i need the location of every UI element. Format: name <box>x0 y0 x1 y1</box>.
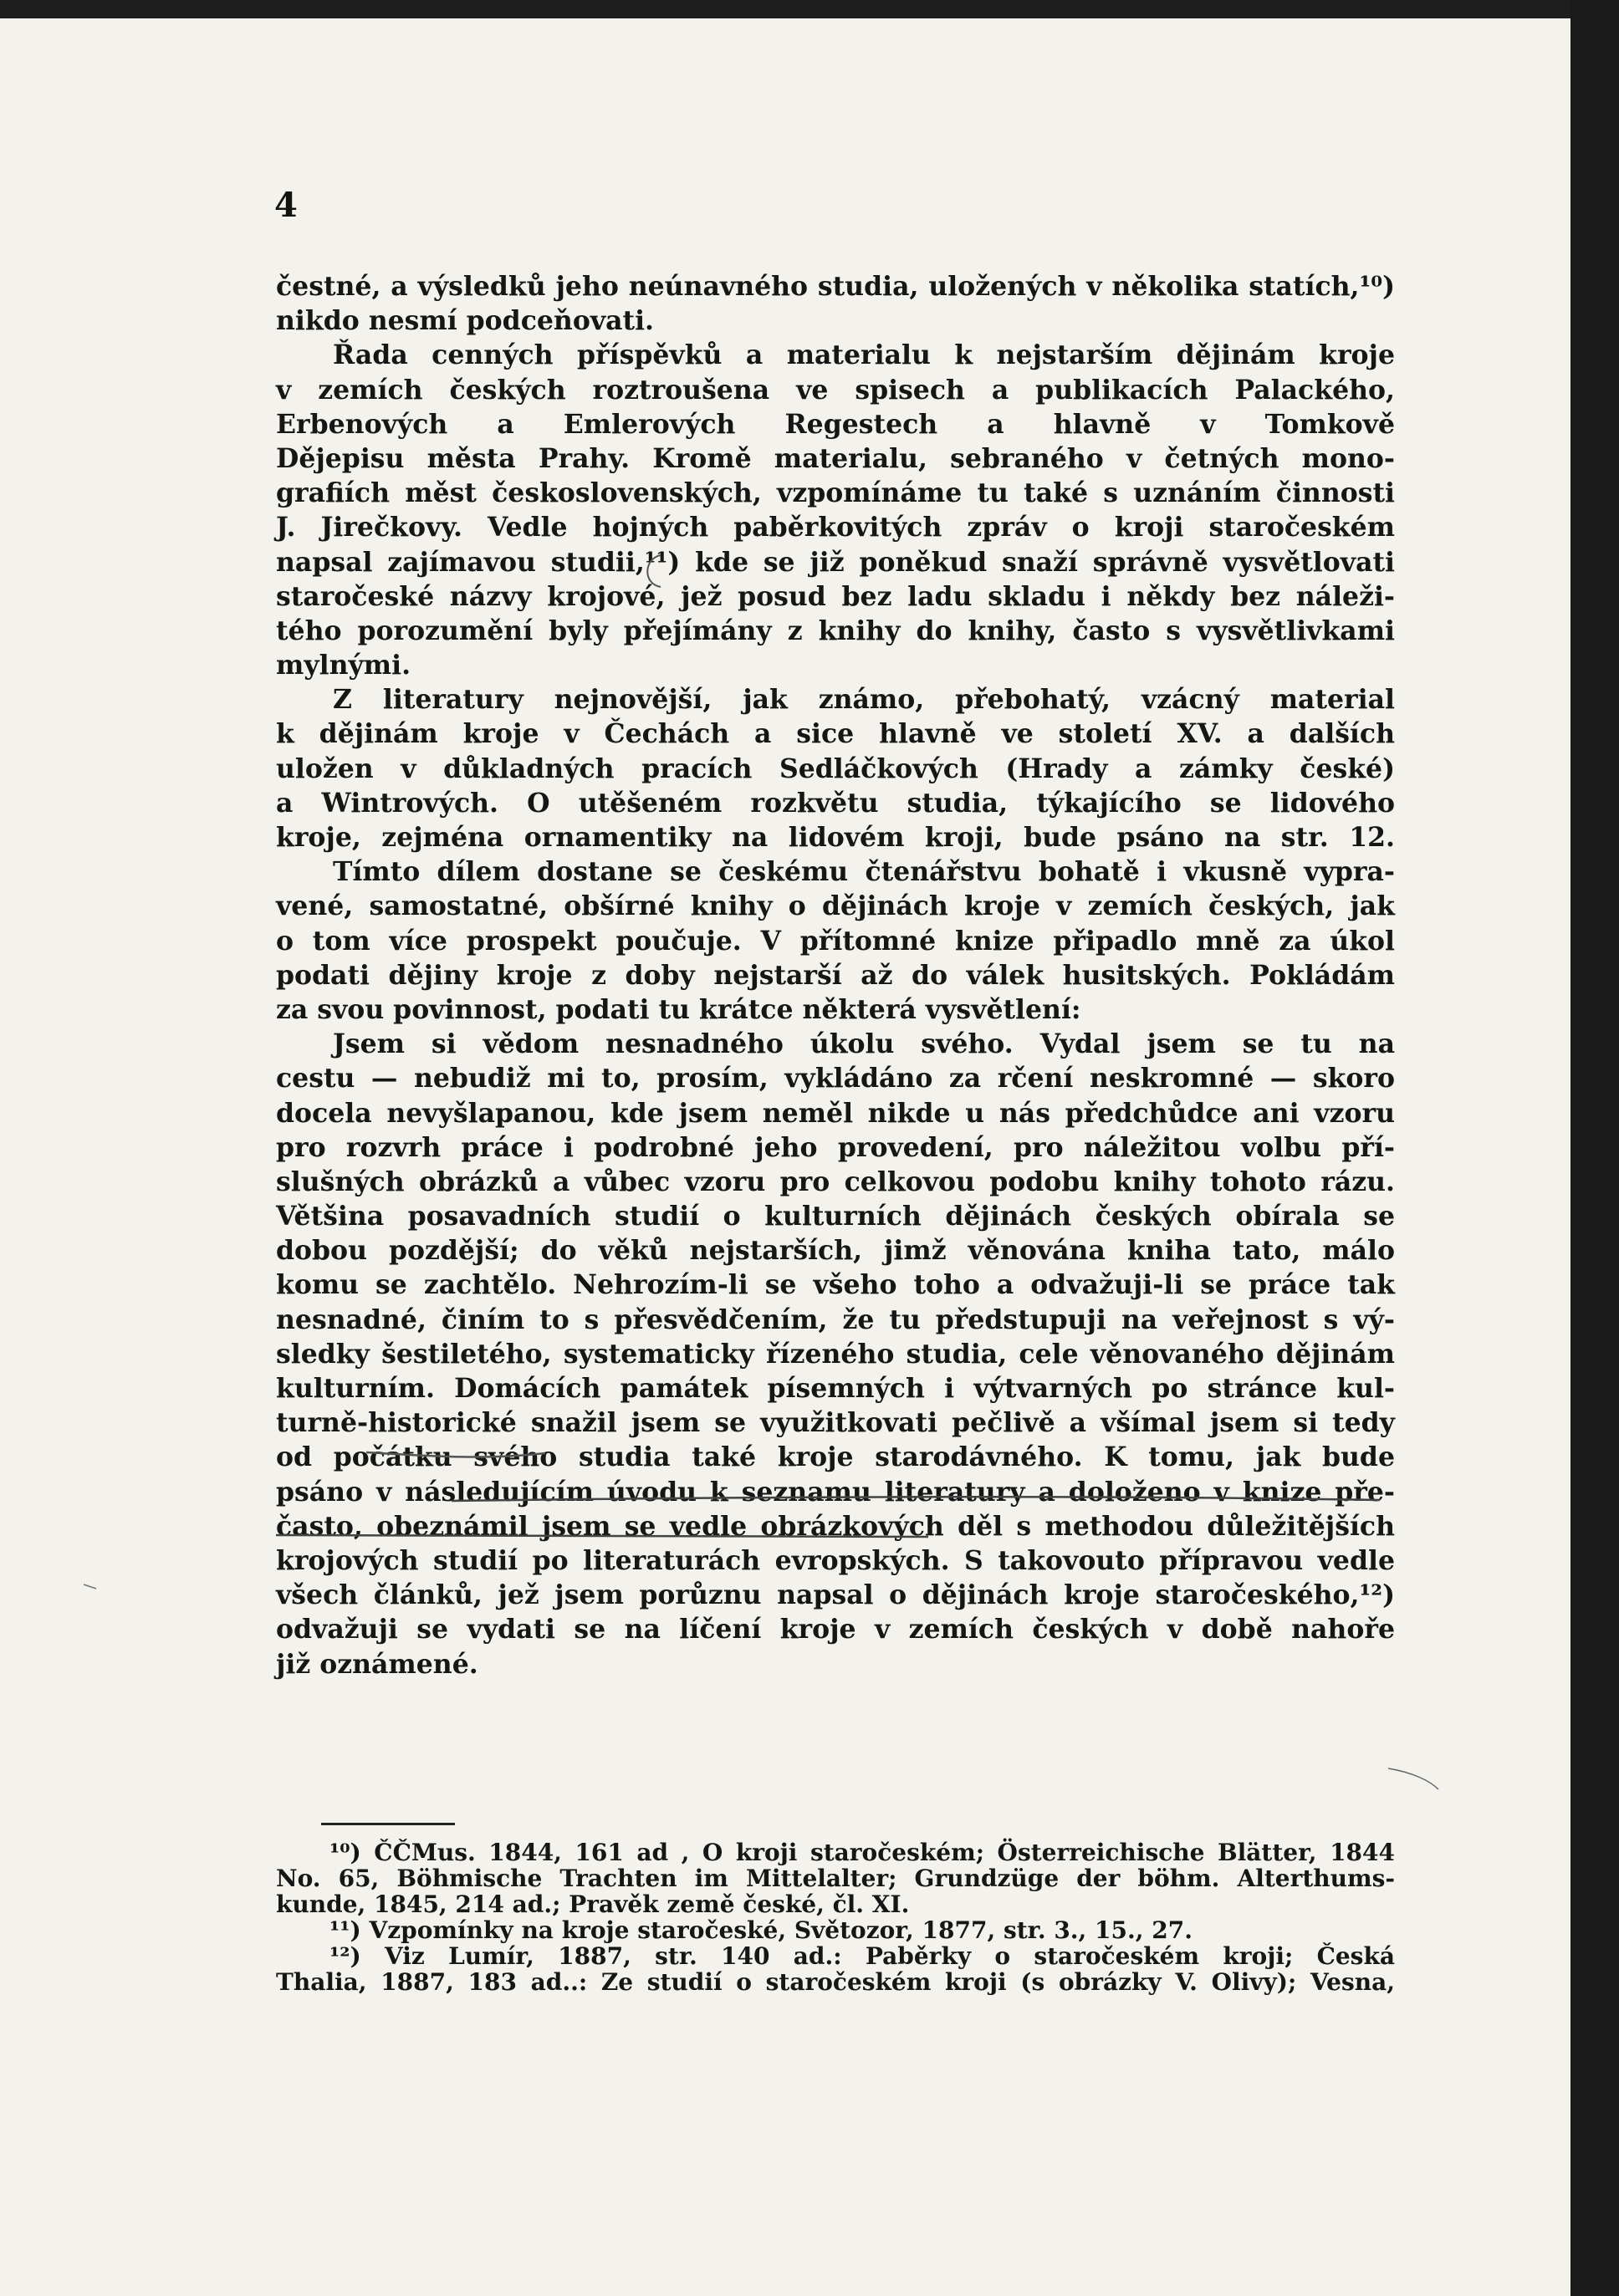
text-line: dobou pozdější; do věků nejstarších, jimž věnována kniha tato, málo <box>276 1235 1395 1267</box>
text-line: turně-historické snažil jsem se využitkovati pečlivě a všímal jsem si tedy <box>276 1407 1395 1439</box>
text-line: k dějinám kroje v Čechách a sice hlavně ve století XV. a dalších <box>276 718 1395 750</box>
text-line: nikdo nesmí podceňovati. <box>276 305 655 337</box>
page-number: 4 <box>274 186 298 225</box>
text-line: všech článků, jež jsem porůznu napsal o dějinách kroje staročeského,¹²) <box>276 1579 1395 1611</box>
text-line: Jsem si vědom nesnadného úkolu svého. Vydal jsem se tu na <box>333 1028 1395 1060</box>
text-line: Erbenových a Emlerových Regestech a hlavně v Tomkově <box>276 408 1395 440</box>
text-line: kroje, zejména ornamentiky na lidovém kroji, bude psáno na str. 12. <box>276 822 1395 853</box>
text-line: Dějepisu města Prahy. Kromě materialu, sebraného v četných mono- <box>276 442 1395 474</box>
text-line: kulturním. Domácích památek písemných i výtvarných po stránce kul- <box>276 1373 1395 1404</box>
scan-right-edge <box>1570 0 1619 2296</box>
footnotes <box>276 1839 1395 1995</box>
footnote-line: Thalia, 1887, 183 ad..: Ze studií o staročeském kroji (s obrázky V. Olivy); Vesna, <box>276 1968 1395 1996</box>
scan-top-edge <box>0 0 1570 18</box>
text-line: Tímto dílem dostane se českému čtenářstvu bohatě i vkusně vypra- <box>333 856 1395 888</box>
text-line: o tom více prospekt poučuje. V přítomné knize připadlo mně za úkol <box>276 925 1395 957</box>
text-line: v zemích českých roztroušena ve spisech a publikacích Palackého, <box>276 374 1395 406</box>
text-line: J. Jirečkovy. Vedle hojných paběrkovitých zpráv o kroji staročeském <box>276 512 1395 543</box>
pencil-mark <box>84 1584 96 1589</box>
text-line: slušných obrázků a vůbec vzoru pro celkovou podobu knihy tohoto rázu. <box>276 1166 1395 1197</box>
text-line: staročeské názvy krojové, jež posud bez ladu skladu i někdy bez náleži- <box>276 580 1395 612</box>
footnote-line: ¹²) Viz Lumír, 1887, str. 140 ad.: Paběrky o staročeském kroji; Česká <box>329 1942 1395 1970</box>
text-line: za svou povinnost, podati tu krátce některá vysvětlení: <box>276 993 1081 1025</box>
text-line: často, obeznámil jsem se vedle obrázkových děl s methodou důležitějších <box>276 1510 1395 1542</box>
text-line: odvažuji se vydati se na líčení kroje v zemích českých v době nahoře <box>276 1614 1395 1645</box>
footnote-line: kunde, 1845, 214 ad.; Pravěk země české, čl. XI. <box>276 1890 910 1918</box>
text-line: tého porozumění byly přejímány z knihy do knihy, často s vysvětlivkami <box>276 615 1395 646</box>
text-line: pro rozvrh práce i podrobné jeho provedení, pro náležitou volbu pří- <box>276 1131 1395 1163</box>
body-text <box>276 269 1395 1681</box>
text-line: od počátku svého studia také kroje starodávného. K tomu, jak bude <box>276 1441 1395 1473</box>
text-line: krojových studií po literaturách evropských. S takovouto přípravou vedle <box>276 1544 1395 1576</box>
text-line: mylnými. <box>276 650 411 681</box>
text-line: podati dějiny kroje z doby nejstarší až do válek husitských. Pokládám <box>276 959 1395 991</box>
text-line: psáno v následujícím úvodu k seznamu literatury a doloženo v knize pře- <box>276 1476 1395 1508</box>
footnote-line: ¹⁰) ČČMus. 1844, 161 ad , O kroji staročeském; Österreichische Blätter, 1844 <box>329 1839 1395 1866</box>
text-line: Většina posavadních studií o kulturních dějinách českých obírala se <box>276 1201 1395 1232</box>
text-line: napsal zajímavou studii,¹¹) kde se již poněkud snaží správně vysvětlovati <box>276 546 1395 578</box>
text-line: sledky šestiletého, systematicky řízeného studia, cele věnovaného dějinám <box>276 1338 1395 1370</box>
text-line: grafiích měst československých, vzpomínáme tu také s uznáním činnosti <box>276 477 1395 509</box>
text-line: Řada cenných příspěvků a materialu k nejstarším dějinám kroje <box>333 339 1395 371</box>
pencil-mark <box>1388 1768 1438 1789</box>
text-line: a Wintrových. O utěšeném rozkvětu studia, týkajícího se lidového <box>276 787 1395 819</box>
footnote-divider <box>321 1823 455 1825</box>
text-line: cestu — nebudiž mi to, prosím, vykládáno za rčení neskromné — skoro <box>276 1063 1395 1094</box>
footnote-line: ¹¹) Vzpomínky na kroje staročeské, Světozor, 1877, str. 3., 15., 27. <box>329 1916 1193 1944</box>
text-line: nesnadné, činím to s přesvědčením, že tu předstupuji na veřejnost s vý- <box>276 1304 1395 1335</box>
footnote-line: No. 65, Böhmische Trachten im Mittelalter; Grundzüge der böhm. Alterthums- <box>276 1865 1395 1892</box>
text-line: uložen v důkladných pracích Sedláčkových (Hrady a zámky české) <box>276 753 1395 784</box>
text-line: čestné, a výsledků jeho neúnavného studia, uložených v několika statích,¹⁰) <box>276 271 1395 302</box>
text-line: vené, samostatné, obšírné knihy o dějinách kroje v zemích českých, jak <box>276 890 1395 922</box>
text-line: docela nevyšlapanou, kde jsem neměl nikde u nás předchůdce ani vzoru <box>276 1097 1395 1129</box>
text-line: komu se zachtělo. Nehrozím-li se všeho toho a odvažuji-li se práce tak <box>276 1269 1395 1301</box>
text-line: Z literatury nejnovější, jak známo, přebohatý, vzácný material <box>333 684 1395 716</box>
text-line: již oznámené. <box>276 1648 478 1680</box>
